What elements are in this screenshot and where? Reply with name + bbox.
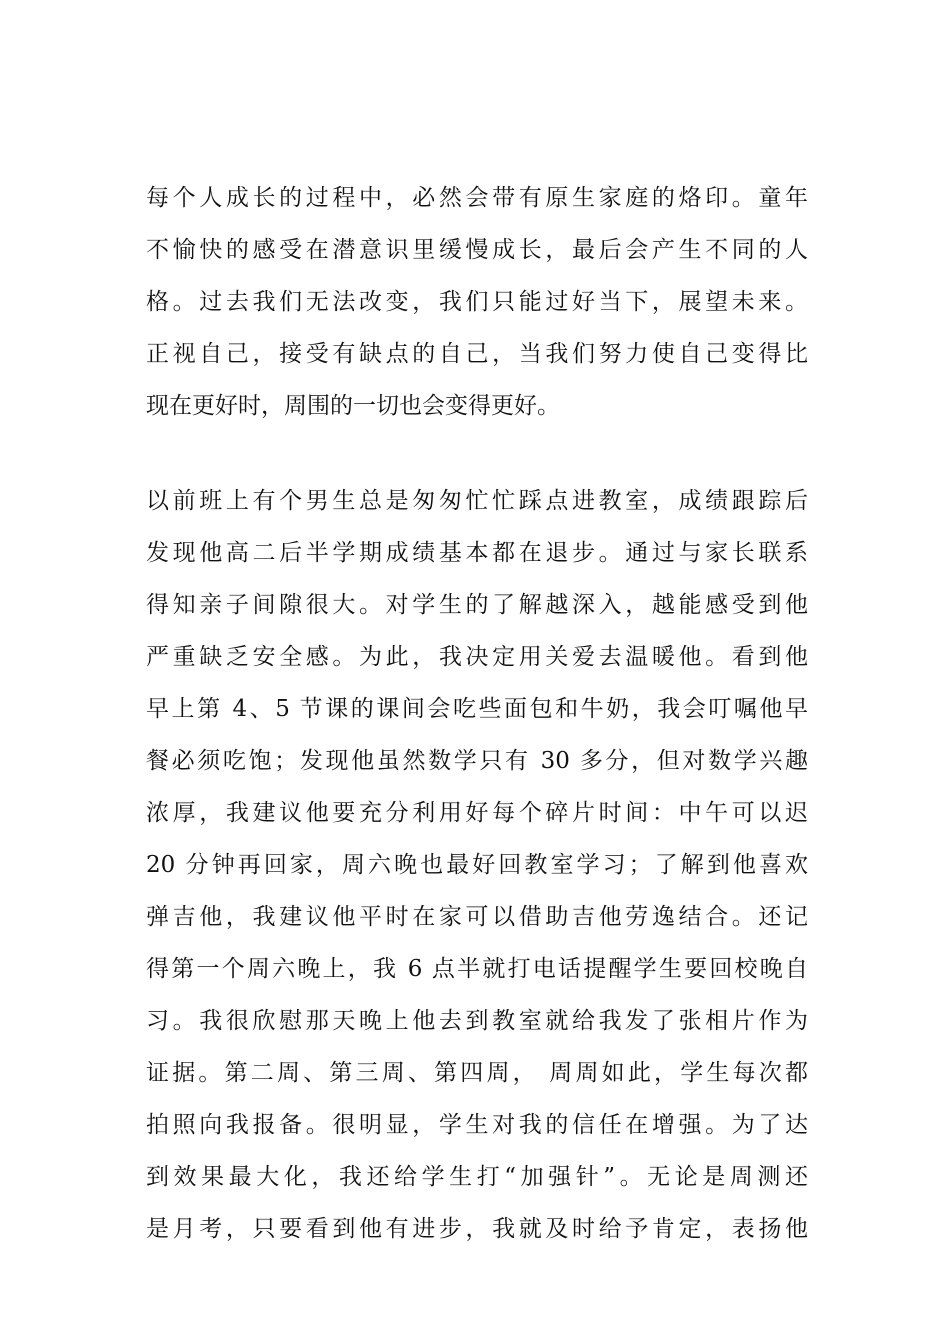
text-line: 得第一个周六晚上，我 6 点半就打电话提醒学生要回校晚自 [146,956,808,982]
text-line: 发现他高二后半学期成绩基本都在退步。通过与家长联系 [146,540,808,566]
text-line: 每个人成长的过程中，必然会带有原生家庭的烙印。童年 [146,185,808,211]
text-line: 得知亲子间隙很大。对学生的了解越深入，越能感受到他 [146,592,808,618]
text-line: 严重缺乏安全感。为此，我决定用关爱去温暖他。看到他 [146,644,808,670]
text-line: 不愉快的感受在潜意识里缓慢成长，最后会产生不同的人 [146,237,808,263]
paragraph-2 [146,475,808,1255]
text-line: 证据。第二周、第三周、第四周， 周周如此，学生每次都 [146,1060,808,1086]
text-line: 习。我很欣慰那天晚上他去到教室就给我发了张相片作为 [146,1008,808,1034]
text-line: 正视自己，接受有缺点的自己，当我们努力使自己变得比 [146,341,808,367]
text-line: 早上第 4、5 节课的课间会吃些面包和牛奶，我会叮嘱他早 [146,696,808,722]
text-line: 是月考，只要看到他有进步，我就及时给予肯定，表扬他 [146,1216,808,1242]
text-line: 以前班上有个男生总是匆匆忙忙踩点进教室，成绩跟踪后 [146,488,808,514]
paragraph-1 [146,172,808,432]
text-line: 现在更好时，周围的一切也会变得更好。 [146,393,560,419]
text-line: 弹吉他，我建议他平时在家可以借助吉他劳逸结合。还记 [146,904,808,930]
text-line: 格。过去我们无法改变，我们只能过好当下，展望未来。 [146,289,808,315]
text-line: 浓厚，我建议他要充分利用好每个碎片时间：中午可以迟 [146,800,808,826]
text-line: 拍照向我报备。很明显，学生对我的信任在增强。为了达 [146,1112,808,1138]
text-line: 20 分钟再回家，周六晚也最好回教室学习；了解到他喜欢 [146,852,808,878]
text-line: 到效果最大化，我还给学生打“加强针”。无论是周测还 [146,1164,808,1190]
text-line: 餐必须吃饱；发现他虽然数学只有 30 多分，但对数学兴趣 [146,748,808,774]
